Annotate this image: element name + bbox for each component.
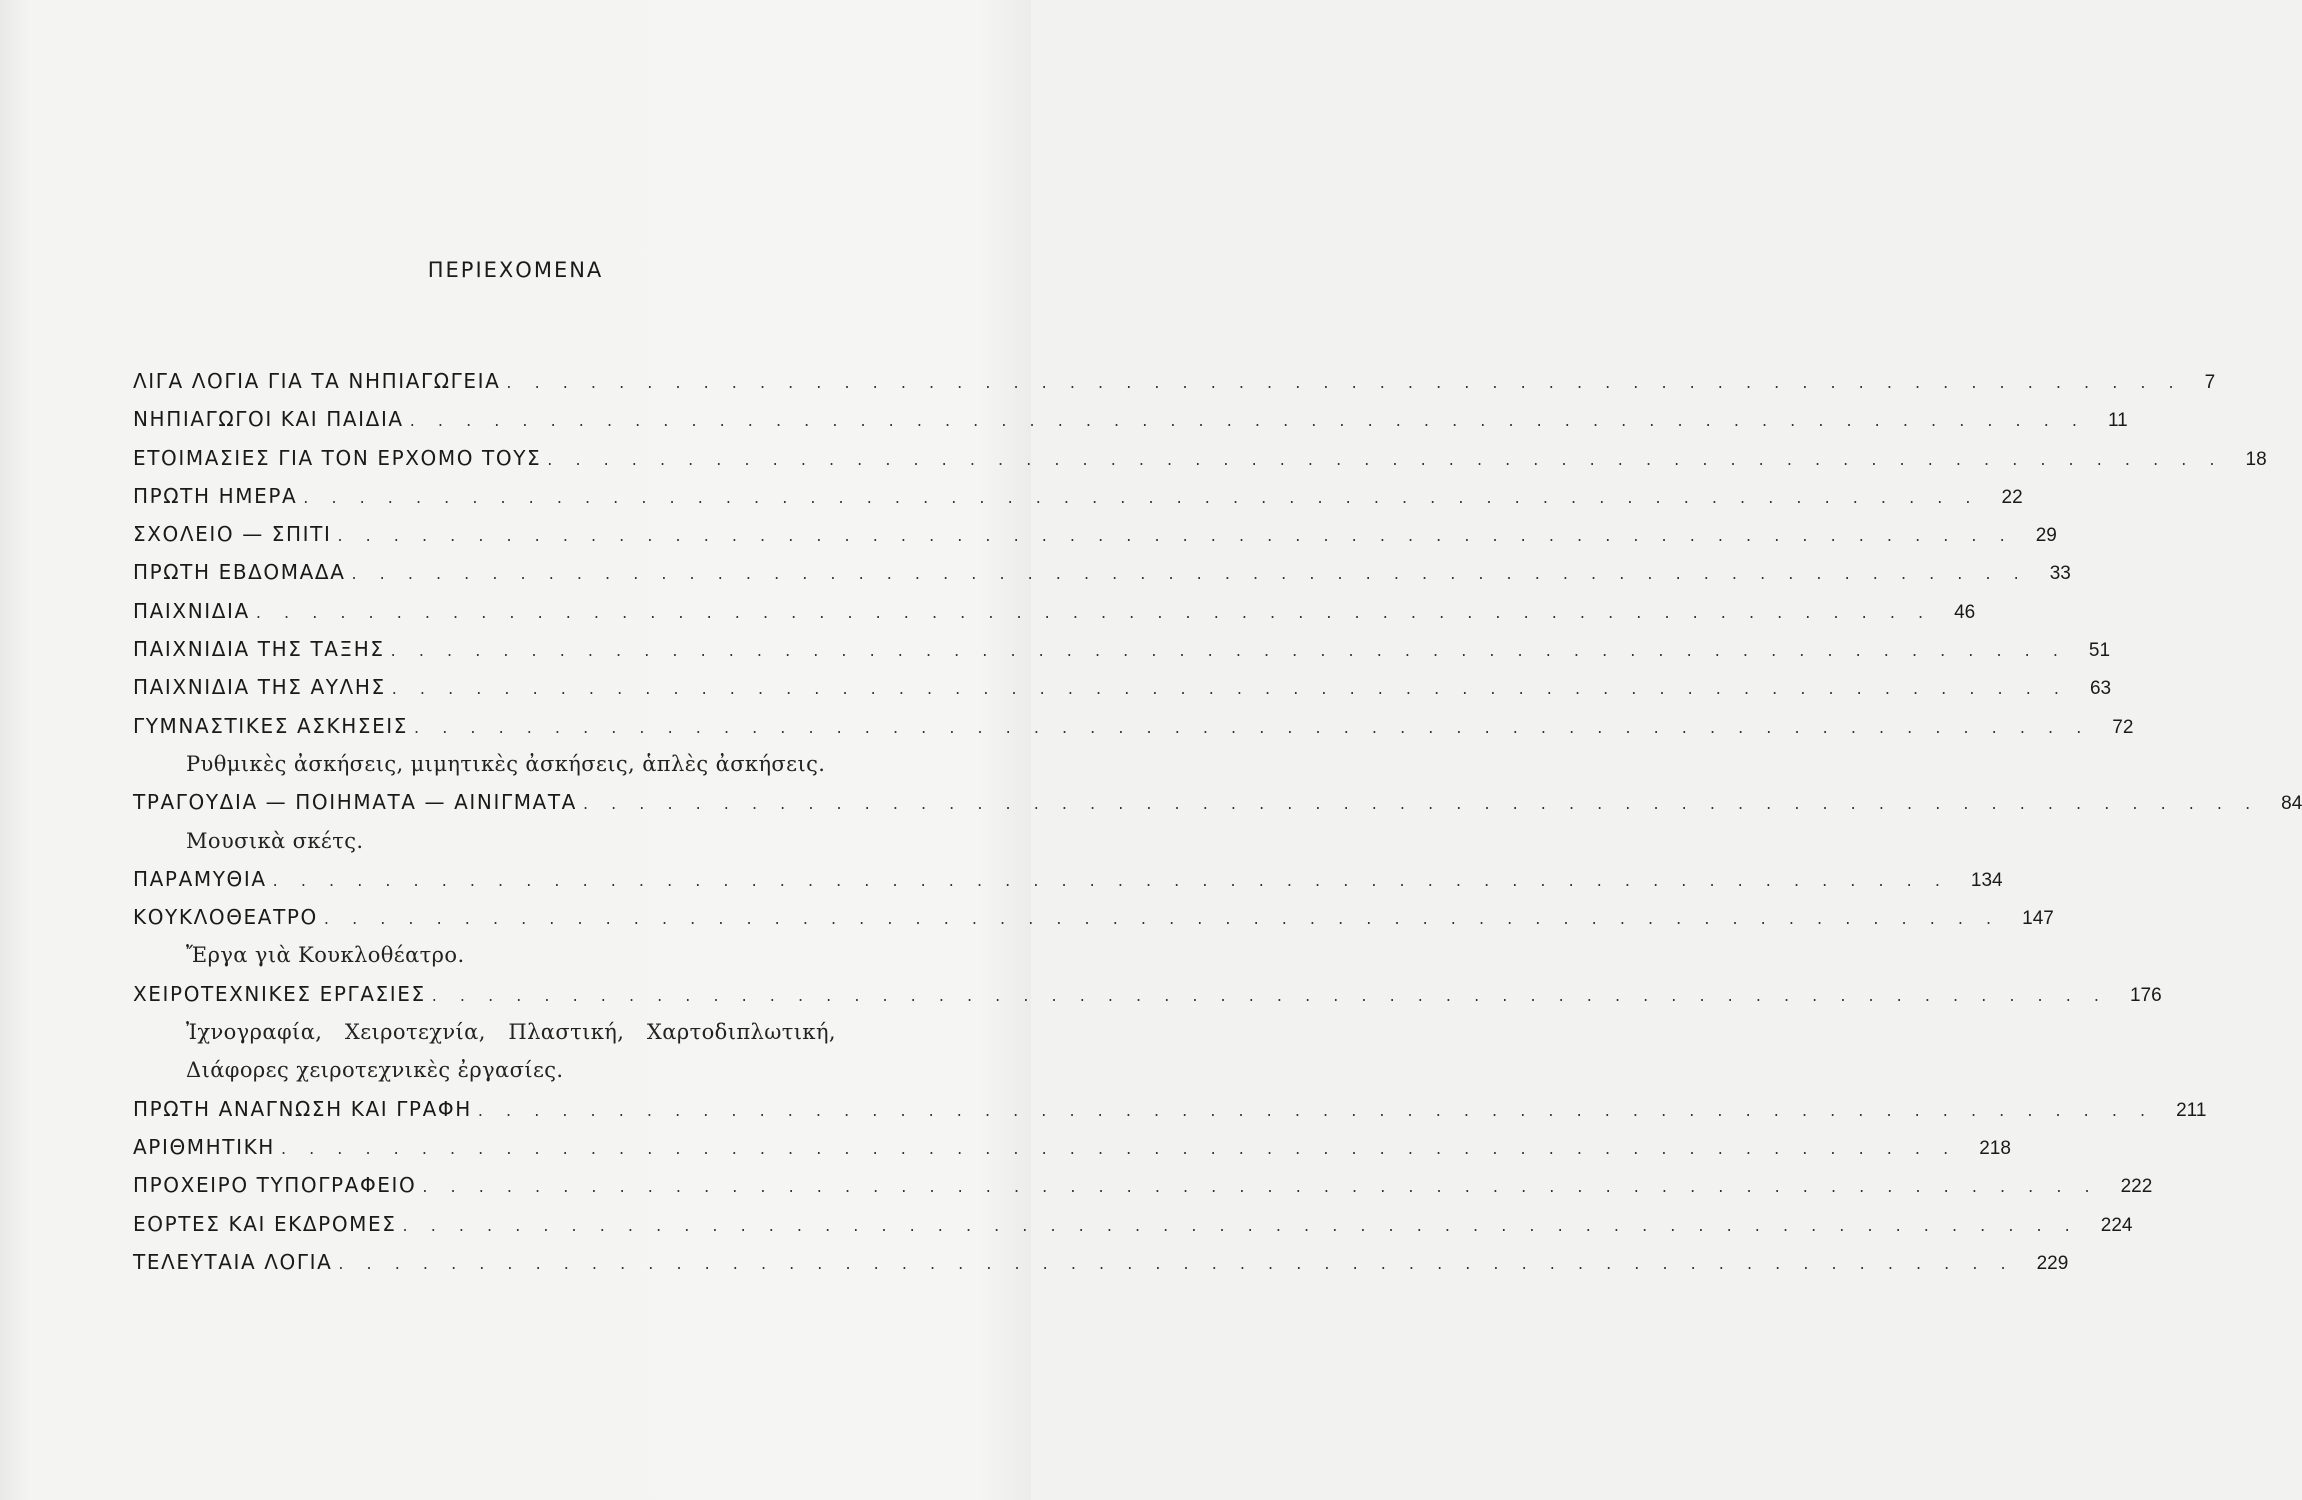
toc-page-number: 229 [2036,1252,2069,1274]
toc-page-number: 224 [2100,1214,2133,1236]
toc-page-number: 22 [2001,486,2023,508]
leader-dots: . . . . . . . . . . . . . . . . . . . . . . . . . . . . . . . . . . . . . . . . . . . . . . . . . . . . . . . . . . . . [323,909,2001,929]
toc-page-number: 218 [1979,1137,2011,1159]
toc-entry-title: ΤΕΛΕΥΤΑΙΑ ΛΟΓΙΑ [133,1249,333,1274]
toc-entry-title: ΠΑΙΧΝΙΔΙΑ ΤΗΣ ΑΥΛΗΣ [133,675,386,700]
leader-dots: . . . . . . . . . . . . . . . . . . . . . . . . . . . . . . . . . . . . . . . . . . . . . . . . . . . . . . . . . . . . [414,717,2091,737]
leader-dots: . . . . . . . . . . . . . . . . . . . . . . . . . . . . . . . . . . . . . . . . . . . . . . . . . . . . . . . . . . . . [506,373,2183,392]
leader-dots: . . . . . . . . . . . . . . . . . . . . . . . . . . . . . . . . . . . . . . . . . . . . . . . . . . . . . . . . . . . . [390,641,2067,661]
toc-page-number: 72 [2112,716,2134,738]
toc-entry [133,668,2112,706]
leader-dots: . . . . . . . . . . . . . . . . . . . . . . . . . . . . . . . . . . . . . . . . . . . . . . . . . . . . . . . . . . . . [255,602,1933,622]
toc-entry [133,860,2003,898]
toc-entry-subtitle: Ρυθμικὲς ἀσκήσεις, μιμητικὲς ἀσκήσεις, ἁπλὲς ἀσκήσεις. [186,751,826,776]
toc-entry-subtitle: Μουσικὰ σκέτς. [186,828,364,853]
toc-entry-title: ΝΗΠΙΑΓΩΓΟΙ ΚΑΙ ΠΑΙΔΙΑ [133,407,404,432]
toc-entry [133,400,2128,438]
leader-dots: . . . . . . . . . . . . . . . . . . . . . . . . . . . . . . . . . . . . . . . . . . . . . . . . . . . . . . . . . . . . [582,794,2260,814]
toc-page-number: 18 [2245,448,2267,470]
leader-dots: . . . . . . . . . . . . . . . . . . . . . . . . . . . . . . . . . . . . . . . . . . . . . . . . . . . . . . . . . . . . [431,985,2108,1005]
toc-entry [133,515,2057,553]
toc-entry-title: ΠΡΩΤΗ ΑΝΑΓΝΩΣΗ ΚΑΙ ΓΡΑΦΗ [133,1096,472,1121]
toc-page-number: 84 [2281,793,2302,815]
toc-entry-subtitle: Ἔργα γιὰ Κουκλοθέατρο. [186,943,465,968]
toc-entry [133,783,2302,821]
toc-page-number: 29 [2035,525,2057,547]
toc-entry-title: ΓΥΜΝΑΣΤΙΚΕΣ ΑΣΚΗΣΕΙΣ [133,713,409,738]
leader-dots: . . . . . . . . . . . . . . . . . . . . . . . . . . . . . . . . . . . . . . . . . . . . . . . . . . . . . . . . . . . . [547,449,2224,469]
leader-dots: . . . . . . . . . . . . . . . . . . . . . . . . . . . . . . . . . . . . . . . . . . . . . . . . . . . . . . . . . . . . [272,870,1949,890]
toc-entry [133,1166,2153,1204]
toc-page-number: 51 [2088,640,2111,662]
leader-dots: . . . . . . . . . . . . . . . . . . . . . . . . . . . . . . . . . . . . . . . . . . . . . . . . . . . . . . . . . . . . [280,1138,1958,1158]
toc-entry [133,553,2071,591]
toc-entry [133,1128,2011,1166]
toc-entry [133,1205,2133,1243]
toc-page-number: 63 [2089,678,2112,700]
toc-entry-subtitle: Ἰχνογραφία, Χειροτεχνία, Πλαστική, Χαρτοδιπλωτική, Διάφορες χειροτεχνικὲς ἐργασίες. [186,1020,836,1083]
toc-entry-title: ΣΧΟΛΕΙΟ — ΣΠΙΤΙ [133,522,332,547]
toc-page-number: 33 [2049,563,2071,585]
leader-dots: . . . . . . . . . . . . . . . . . . . . . . . . . . . . . . . . . . . . . . . . . . . . . . . . . . . . . . . . . . . . [351,564,2028,584]
toc-entry-title: ΕΟΡΤΕΣ ΚΑΙ ΕΚΔΡΟΜΕΣ [133,1211,397,1236]
leader-dots: . . . . . . . . . . . . . . . . . . . . . . . . . . . . . . . . . . . . . . . . . . . . . . . . . . . . . . . . . . . . [391,679,2068,699]
toc-entry-title: ΠΡΟΧΕΙΡΟ ΤΥΠΟΓΡΑΦΕΙΟ [133,1173,417,1198]
toc-entry-title: ΛΙΓΑ ΛΟΓΙΑ ΓΙΑ ΤΑ ΝΗΠΙΑΓΩΓΕΙΑ [133,369,501,393]
leader-dots: . . . . . . . . . . . . . . . . . . . . . . . . . . . . . . . . . . . . . . . . . . . . . . . . . . . . . . . . . . . . [337,526,2014,546]
toc-entry-title: ΕΤΟΙΜΑΣΙΕΣ ΓΙΑ ΤΟΝ ΕΡΧΟΜΟ ΤΟΥΣ [133,445,542,470]
toc-entry [133,362,2216,400]
toc-entry [133,630,2111,668]
toc-page-number: 211 [2176,1099,2207,1121]
leader-dots: . . . . . . . . . . . . . . . . . . . . . . . . . . . . . . . . . . . . . . . . . . . . . . . . . . . . . . . . . . . . [477,1100,2155,1120]
toc-entry-title: ΠΡΩΤΗ ΕΒΔΟΜΑΔΑ [133,560,346,585]
toc-page-number: 11 [2107,410,2128,432]
toc-entry [133,1090,2207,1128]
page-title: ΠΕΡΙΕΧΟΜΕΝΑ [427,258,604,282]
toc-page-number: 46 [1954,601,1976,623]
toc-entry [133,477,2023,515]
toc-entry-title: ΑΡΙΘΜΗΤΙΚΗ [133,1134,275,1159]
toc-entry [133,898,2054,936]
leader-dots: . . . . . . . . . . . . . . . . . . . . . . . . . . . . . . . . . . . . . . . . . . . . . . . . . . . . . . . . . . . . [338,1253,2015,1273]
toc-entry-title: ΠΑΡΑΜΥΘΙΑ [133,866,267,891]
toc-entry-title: ΤΡΑΓΟΥΔΙΑ — ΠΟΙΗΜΑΤΑ — ΑΙΝΙΓΜΑΤΑ [133,790,577,815]
toc-page-number: 7 [2204,372,2216,393]
toc-entry-title: ΚΟΥΚΛΟΘΕΑΤΡΟ [133,905,318,930]
leader-dots: . . . . . . . . . . . . . . . . . . . . . . . . . . . . . . . . . . . . . . . . . . . . . . . . . . . . . . . . . . . . [402,1215,2079,1235]
leader-dots: . . . . . . . . . . . . . . . . . . . . . . . . . . . . . . . . . . . . . . . . . . . . . . . . . . . . . . . . . . . . [422,1177,2099,1197]
toc-entry [133,707,2134,745]
table-of-contents [133,362,2302,1281]
leader-dots: . . . . . . . . . . . . . . . . . . . . . . . . . . . . . . . . . . . . . . . . . . . . . . . . . . . . . . . . . . . . [409,411,2086,431]
toc-page-number: 222 [2120,1176,2153,1198]
toc-page-number: 134 [1970,869,2003,891]
toc-entry-title: ΠΑΙΧΝΙΔΙΑ ΤΗΣ ΤΑΞΗΣ [133,637,385,662]
toc-entry-title: ΠΑΙΧΝΙΔΙΑ [133,598,250,623]
toc-entry-title: ΧΕΙΡΟΤΕΧΝΙΚΕΣ ΕΡΓΑΣΙΕΣ [133,981,426,1006]
leader-dots: . . . . . . . . . . . . . . . . . . . . . . . . . . . . . . . . . . . . . . . . . . . . . . . . . . . . . . . . . . . . [303,487,1980,507]
toc-page-number: 147 [2022,908,2054,930]
toc-page-number: 176 [2129,984,2162,1006]
toc-entry [133,975,2162,1013]
toc-entry [133,439,2267,477]
toc-entry [133,1243,2069,1281]
toc-entry-title: ΠΡΩΤΗ ΗΜΕΡΑ [133,483,298,508]
toc-entry [133,592,1976,630]
